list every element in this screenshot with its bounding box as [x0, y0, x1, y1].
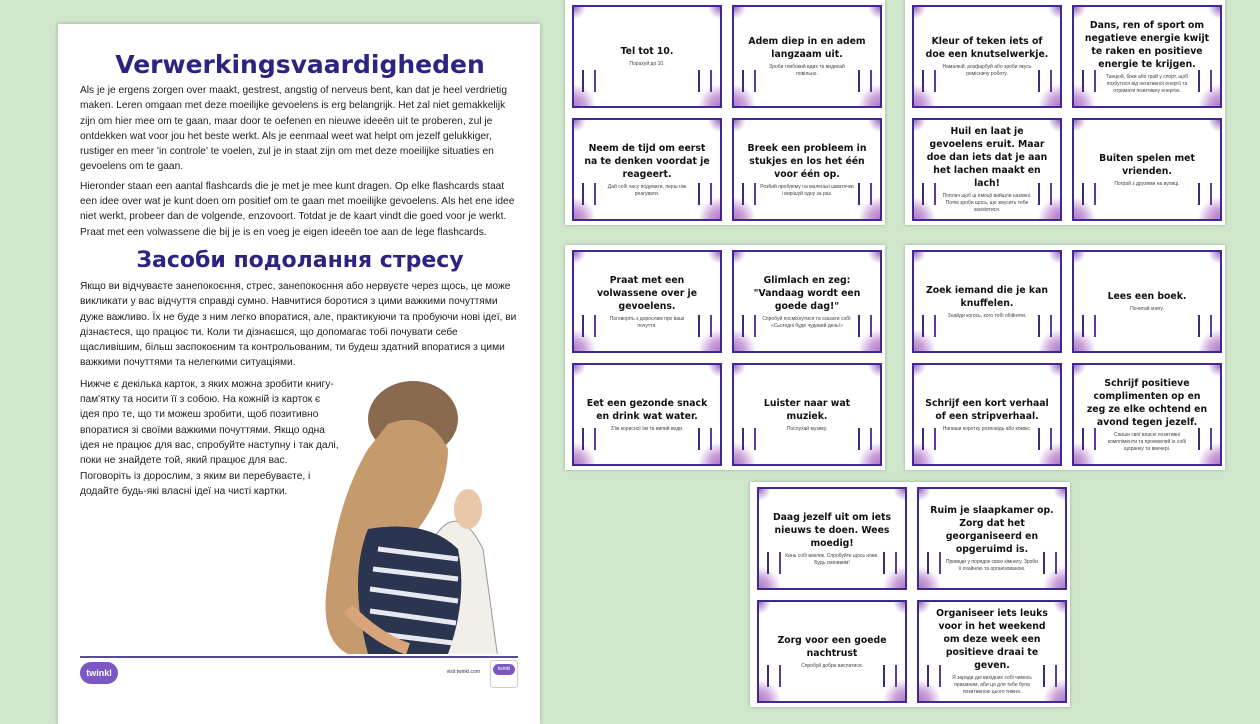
flashcard: [912, 250, 1062, 353]
flashcard-text-dutch: Huil en laat je gevoelens eruit. Maar doe dan iets dat je aan het lachen maakt en lach!: [926, 126, 1048, 189]
flashcard-text-ukrainian: Послухай музику.: [786, 425, 828, 432]
flashcard: [917, 487, 1067, 590]
flashcard-text-ukrainian: Розбий проблему на маленькі шматочки і вирішуй одну за раз.: [760, 183, 854, 197]
intro-paragraph-ukrainian: Якщо ви відчуваєте занепокоєння, стрес, занепокоєння або нервуєте через щось, це може викликати у вас відчуття справді сумно. Навчитися боротися з цими важкими почуттями дуже важливо. Їх не буде з ним легко впоратися, але, практикуючи та пробуючи нові ідеї, ви дізнаєтеся, що працює ти. Коли ти дізнаєшся, що допомагає тобі почувати себе щасливішим, більш заспокоєним та контрольованим, ти будеш здатний впоратися з цими важкими почуттями та нелегкими ситуаціями.: [80, 280, 517, 369]
footer-url: visit twinkl.com: [446, 669, 480, 675]
flashcard: [917, 600, 1067, 703]
flashcard: [572, 5, 722, 108]
flashcard-text-ukrainian: Поговоріть з дорослим про ваші почуття.: [609, 315, 685, 329]
flashcard: [572, 118, 722, 221]
flashcard: [1072, 5, 1222, 108]
flashcard-text-dutch: Daag jezelf uit om iets nieuws te doen. Wees moedig!: [772, 511, 892, 549]
flashcard-sheet: [565, 0, 885, 225]
footer-divider: [80, 656, 518, 658]
twinkl-badge: twinkl: [490, 660, 518, 688]
flashcard-text-ukrainian: Спиши свої власні позитивні компліменти та промовляй їх собі щоранку та ввечері.: [1107, 431, 1187, 452]
flashcard: [572, 363, 722, 466]
flashcard-text-dutch: Praat met een volwassene over je gevoelens.: [596, 274, 698, 312]
flashcard-text-dutch: Tel tot 10.: [620, 46, 674, 57]
flashcard: [757, 487, 907, 590]
flashcard-text-ukrainian: Спробуй добре виспатися.: [801, 662, 863, 669]
flashcard-text-dutch: Breek een probleem in stukjes en los het één voor één op.: [747, 142, 867, 180]
flashcard-text-dutch: Neem de tijd om eerst na te denken voordat je reageert.: [584, 142, 710, 180]
flashcard-text-dutch: Schrijf een kort verhaal of een stripverhaal.: [925, 397, 1049, 422]
flashcard-text-ukrainian: З'їж корисної їжі та випий води.: [610, 425, 684, 432]
flashcard-text-dutch: Lees een boek.: [1107, 291, 1187, 302]
flashcard-text-dutch: Luister naar wat muziek.: [763, 397, 851, 422]
flashcard-text-dutch: Buiten spelen met vrienden.: [1099, 152, 1195, 177]
flashcard: [732, 118, 882, 221]
flashcard-text-dutch: Zorg voor een goede nachtrust: [777, 634, 887, 659]
flashcard: [912, 5, 1062, 108]
flashcard: [572, 250, 722, 353]
flashcard-sheet: [905, 245, 1225, 470]
flashcard: [732, 5, 882, 108]
flashcard-text-dutch: Schrijf positieve complimenten op en zeg ze elke ochtend en avond tegen jezelf.: [1086, 377, 1208, 428]
flashcard: [1072, 118, 1222, 221]
flashcard-text-ukrainian: Зроби глибокий вдих та видихай повільно.: [769, 64, 845, 77]
intro-paragraph-dutch: Als je je ergens zorgen over maakt, gestrest, angstig of nerveus bent, kan dat je heel verdrietig maken. Leren omgaan met deze moeilijke gevoelens is erg belangrijk. Het zal niet gemakkelijk zijn om hier mee om te gaan, maar door te oefenen en nieuwe ideeën uit te proberen, zul je ontdekken wat voor jou het beste werkt. Als je eenmaal weet wat helpt om jezelf gelukkiger, rustiger en meer 'in controle' te voelen, zul je in staat zijn om met deze moeilijke situaties en gevoelens om te gaan.: [80, 85, 507, 173]
flashcard-text-ukrainian: Почитай книгу.: [1130, 306, 1164, 312]
flashcard-text-ukrainian: Кинь собі виклик. Спробуйте щось нове. Будь сміливим!: [785, 552, 879, 566]
flashcard-text-ukrainian: Напиши коротку розповідь або комікс.: [942, 425, 1032, 432]
flashcard-text-dutch: Glimlach en zeg: "Vandaag wordt een goede dag!": [753, 274, 861, 312]
flashcard-text-dutch: Adem diep in en adem langzaam uit.: [748, 36, 866, 60]
flashcard-text-ukrainian: Порахуй до 10.: [629, 61, 665, 67]
flashcard-text-ukrainian: Танцюй, біжи або грай у спорт, щоб позбутися від негативної енергії та отримати позитивну енергію.: [1105, 73, 1189, 94]
flashcard-sheet: [750, 482, 1070, 707]
flashcards-paragraph-dutch: Hieronder staan een aantal flashcards die je met je mee kunt dragen. Op elke flashcards staat een idee over wat je kunt doen om positief om te gaan met moeilijke gevoelens. Als het ene idee niet werkt, probeer dan de volgende, enzovoort. Totdat je de kaart vindt die goed voor je werkt. Praat met een volwassene die bij je is en voeg je eigen ideeën toe aan de lege flashcards.: [80, 180, 515, 238]
adult-paragraph-ukrainian: Поговоріть із дорослим, з яким ви перебуваєте, і додайте будь-які власні ідеї на чисті картки.: [80, 470, 311, 497]
flashcard-text-ukrainian: Дай собі часу подумати, перш ніж реагувати.: [607, 183, 687, 197]
flashcards-paragraph-ukrainian: Нижче є декілька карток, з яких можна зробити книгу-пам'ятку та носити її з собою. На кожній із карток є ідея про те, що ти можеш зробити, щоб позитивно впоратися зі своїми важкими почуттями. Якщо одна ідея не працює для вас, спробуйте наступну і так далі, поки не знайдете той, який працює для вас.: [80, 378, 339, 467]
title-dutch: Verwerkingsvaardigheden: [115, 50, 485, 79]
flashcard-text-dutch: Organiseer iets leuks voor in het weekend om deze week een positieve draai te geven.: [936, 608, 1048, 671]
flashcard: [1072, 363, 1222, 466]
flashcard: [912, 363, 1062, 466]
flashcard-text-ukrainian: Пограй з друзями на вулиці.: [1114, 180, 1180, 187]
worksheet-page: [58, 24, 540, 724]
flashcard-text-dutch: Kleur of teken iets of doe een knutselwerkje.: [925, 36, 1049, 60]
flashcard-text-ukrainian: Я заради дні вихідних собі чимось приємним, аби ця для тебе була позитивною цього тижня.: [952, 675, 1032, 695]
flashcard-sheet: [565, 245, 885, 470]
flashcard: [757, 600, 907, 703]
twinkl-logo: twinkl: [80, 662, 118, 684]
flashcard: [732, 250, 882, 353]
flashcard: [1072, 250, 1222, 353]
flashcard-text-dutch: Zoek iemand die je kan knuffelen.: [925, 284, 1048, 309]
flashcard-sheet: [905, 0, 1225, 225]
flashcard-text-dutch: Dans, ren of sport om negatieve energie kwijt te raken en positieve energie te krijgen.: [1084, 19, 1210, 70]
flashcard: [732, 363, 882, 466]
hug-illustration: [308, 379, 508, 654]
flashcard-text-ukrainian: Поплач щоб ці емоції вийшли назовні. Потім зроби щось, що змусить тебе засміятися.: [942, 193, 1032, 213]
flashcard-text-ukrainian: Знайди когось, кого тобі обійняти.: [947, 312, 1027, 319]
flashcard-text-ukrainian: Спробуй посміхнутися та сказати собі: «Сьогодні буде чудовий день!»: [762, 315, 852, 329]
flashcard: [912, 118, 1062, 221]
flashcard-text-dutch: Eet een gezonde snack en drink wat water.: [586, 397, 708, 422]
title-ukrainian: Засоби подолання стресу: [136, 247, 464, 273]
flashcard-text-ukrainian: Намалюй, розфарбуй або зроби якусь ремісничу роботу.: [942, 64, 1032, 77]
flashcard-text-dutch: Ruim je slaapkamer op. Zorg dat het georganiseerd en opgeruimd is.: [930, 505, 1054, 555]
flashcard-text-ukrainian: Приведи у порядок свою кімнату. Зроби її охайною та організованою.: [945, 559, 1039, 572]
